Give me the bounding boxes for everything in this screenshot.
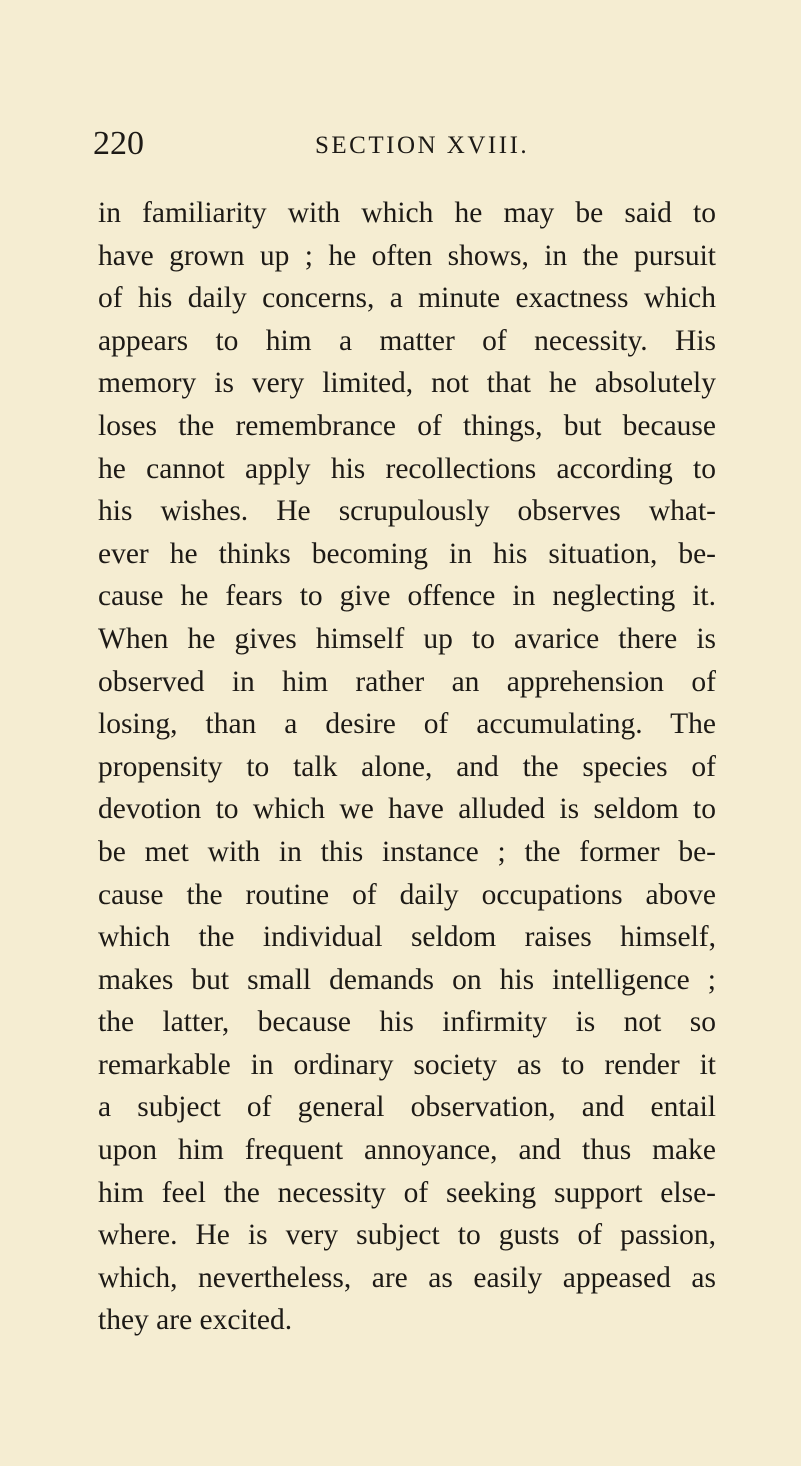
text-line: cause the routine of daily occupations above	[98, 878, 716, 911]
running-head	[93, 124, 723, 164]
text-line: memory is very limited, not that he absolutely	[98, 367, 716, 400]
text-line: where. He is very subject to gusts of passion,	[98, 1219, 716, 1252]
text-line: loses the remembrance of things, but because	[98, 409, 716, 442]
page-number: 220	[93, 125, 144, 162]
text-line: ever he thinks becoming in his situation, be-	[98, 537, 716, 570]
text-line: him feel the necessity of seeking support else-	[98, 1176, 716, 1209]
text-line: be met with in this instance ; the former be-	[98, 835, 716, 868]
text-line: his wishes. He scrupulously observes what-	[98, 495, 716, 528]
text-line: have grown up ; he often shows, in the pursuit	[98, 239, 716, 272]
text-line: which the individual seldom raises himself,	[98, 921, 716, 954]
text-line: the latter, because his infirmity is not so	[98, 1006, 716, 1039]
text-line: in familiarity with which he may be said to	[98, 197, 716, 229]
text-line: upon him frequent annoyance, and thus make	[98, 1134, 716, 1167]
text-line: of his daily concerns, a minute exactness which	[98, 282, 716, 315]
text-line: remarkable in ordinary society as to render it	[98, 1048, 716, 1081]
text-line: he cannot apply his recollections according to	[98, 452, 716, 485]
text-line: a subject of general observation, and entail	[98, 1091, 716, 1124]
text-line: they are excited.	[98, 1304, 293, 1337]
text-line: losing, than a desire of accumulating. The	[98, 708, 716, 741]
text-line: devotion to which we have alluded is seldom to	[98, 793, 716, 826]
section-title: SECTION XVIII.	[315, 132, 530, 159]
text-line: appears to him a matter of necessity. His	[98, 324, 716, 357]
text-line: observed in him rather an apprehension of	[98, 665, 716, 698]
body-text	[98, 192, 716, 1342]
text-line: propensity to talk alone, and the species of	[98, 750, 716, 783]
text-line: cause he fears to give offence in neglecting it.	[98, 580, 716, 613]
text-line: makes but small demands on his intelligence ;	[98, 963, 716, 996]
text-line: which, nevertheless, are as easily appeased as	[98, 1261, 716, 1294]
text-line: When he gives himself up to avarice there is	[98, 622, 716, 655]
